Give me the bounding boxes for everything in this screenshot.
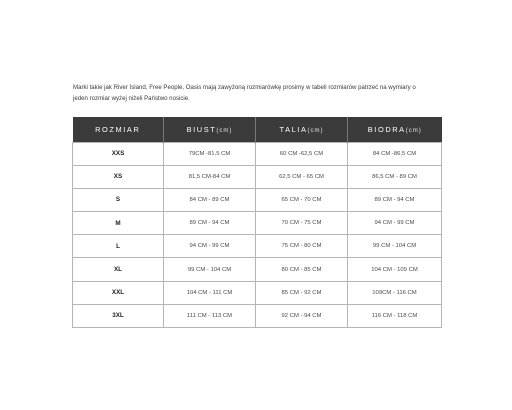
waist-cell: 62,5 CM - 65 CM: [256, 165, 348, 188]
header-biust: [164, 117, 256, 142]
size-cell: L: [73, 235, 164, 258]
header-rozmiar: [73, 117, 164, 142]
header-biodra-unit: (cm): [405, 127, 422, 134]
bust-cell: 99 CM - 104 CM: [164, 258, 256, 281]
hips-cell: 116 CM - 118 CM: [348, 304, 442, 327]
bust-cell: 111 CM - 113 CM: [164, 304, 256, 327]
table-body: [73, 142, 442, 328]
table-header: [73, 117, 442, 142]
intro-line-1: Marki takie jak River Island, Free People, Oasis mają zawyżoną rozmiarówkę prosimy w tabeli rozmiarów patrzeć na wymiary o: [73, 84, 416, 91]
bust-cell: 79CM -81,5 CM: [164, 142, 256, 165]
size-cell: M: [73, 212, 164, 235]
size-cell: XXL: [73, 281, 164, 304]
hips-cell: 86,5 CM - 89 CM: [348, 165, 442, 188]
hips-cell: 104 CM - 109 CM: [348, 258, 442, 281]
table-row: [73, 142, 442, 165]
waist-cell: 70 CM - 75 CM: [256, 212, 348, 235]
header-talia-unit: (cm): [307, 127, 324, 134]
waist-cell: 92 CM - 94 CM: [256, 304, 348, 327]
bust-cell: 84 CM - 89 CM: [164, 188, 256, 211]
header-row: [73, 117, 442, 142]
table-row: [73, 212, 442, 235]
table-row: [73, 258, 442, 281]
header-biodra-label: BIODRA: [367, 124, 406, 134]
size-cell: XL: [73, 258, 164, 281]
hips-cell: 94 CM - 99 CM: [348, 212, 442, 235]
bust-cell: 89 CM - 94 CM: [164, 212, 256, 235]
bust-cell: 104 CM - 111 CM: [164, 281, 256, 304]
header-talia-label: TALIA: [279, 124, 308, 134]
intro-text: [73, 83, 445, 104]
header-talia: [256, 117, 348, 142]
bust-cell: 94 CM - 99 CM: [164, 235, 256, 258]
hips-cell: 109CM - 116 CM: [348, 281, 442, 304]
table-row: [73, 165, 442, 188]
hips-cell: 84 CM -86,5 CM: [348, 142, 442, 165]
waist-cell: 85 CM - 92 CM: [256, 281, 348, 304]
header-biust-unit: (cm): [216, 127, 233, 134]
table-row: [73, 188, 442, 211]
table-row: [73, 281, 442, 304]
size-chart-table: [72, 117, 442, 328]
header-biodra: [348, 117, 442, 142]
hips-cell: 99 CM - 104 CM: [348, 235, 442, 258]
header-biust-label: BIUST: [186, 124, 217, 134]
table-row: [73, 235, 442, 258]
size-cell: XS: [73, 165, 164, 188]
size-cell: 3XL: [73, 304, 164, 327]
waist-cell: 75 CM - 80 CM: [256, 235, 348, 258]
table-row: [73, 304, 442, 327]
hips-cell: 89 CM - 94 CM: [348, 188, 442, 211]
waist-cell: 80 CM - 85 CM: [256, 258, 348, 281]
waist-cell: 60 CM -62,5 CM: [256, 142, 348, 165]
size-cell: XXS: [73, 142, 164, 165]
intro-line-2: jeden rozmiar wyżej niżeli Państwo nosicie.: [73, 94, 190, 102]
size-cell: S: [73, 188, 164, 211]
waist-cell: 65 CM - 70 CM: [256, 188, 348, 211]
header-rozmiar-label: ROZMIAR: [95, 124, 141, 134]
bust-cell: 81,5 CM-84 CM: [164, 165, 256, 188]
